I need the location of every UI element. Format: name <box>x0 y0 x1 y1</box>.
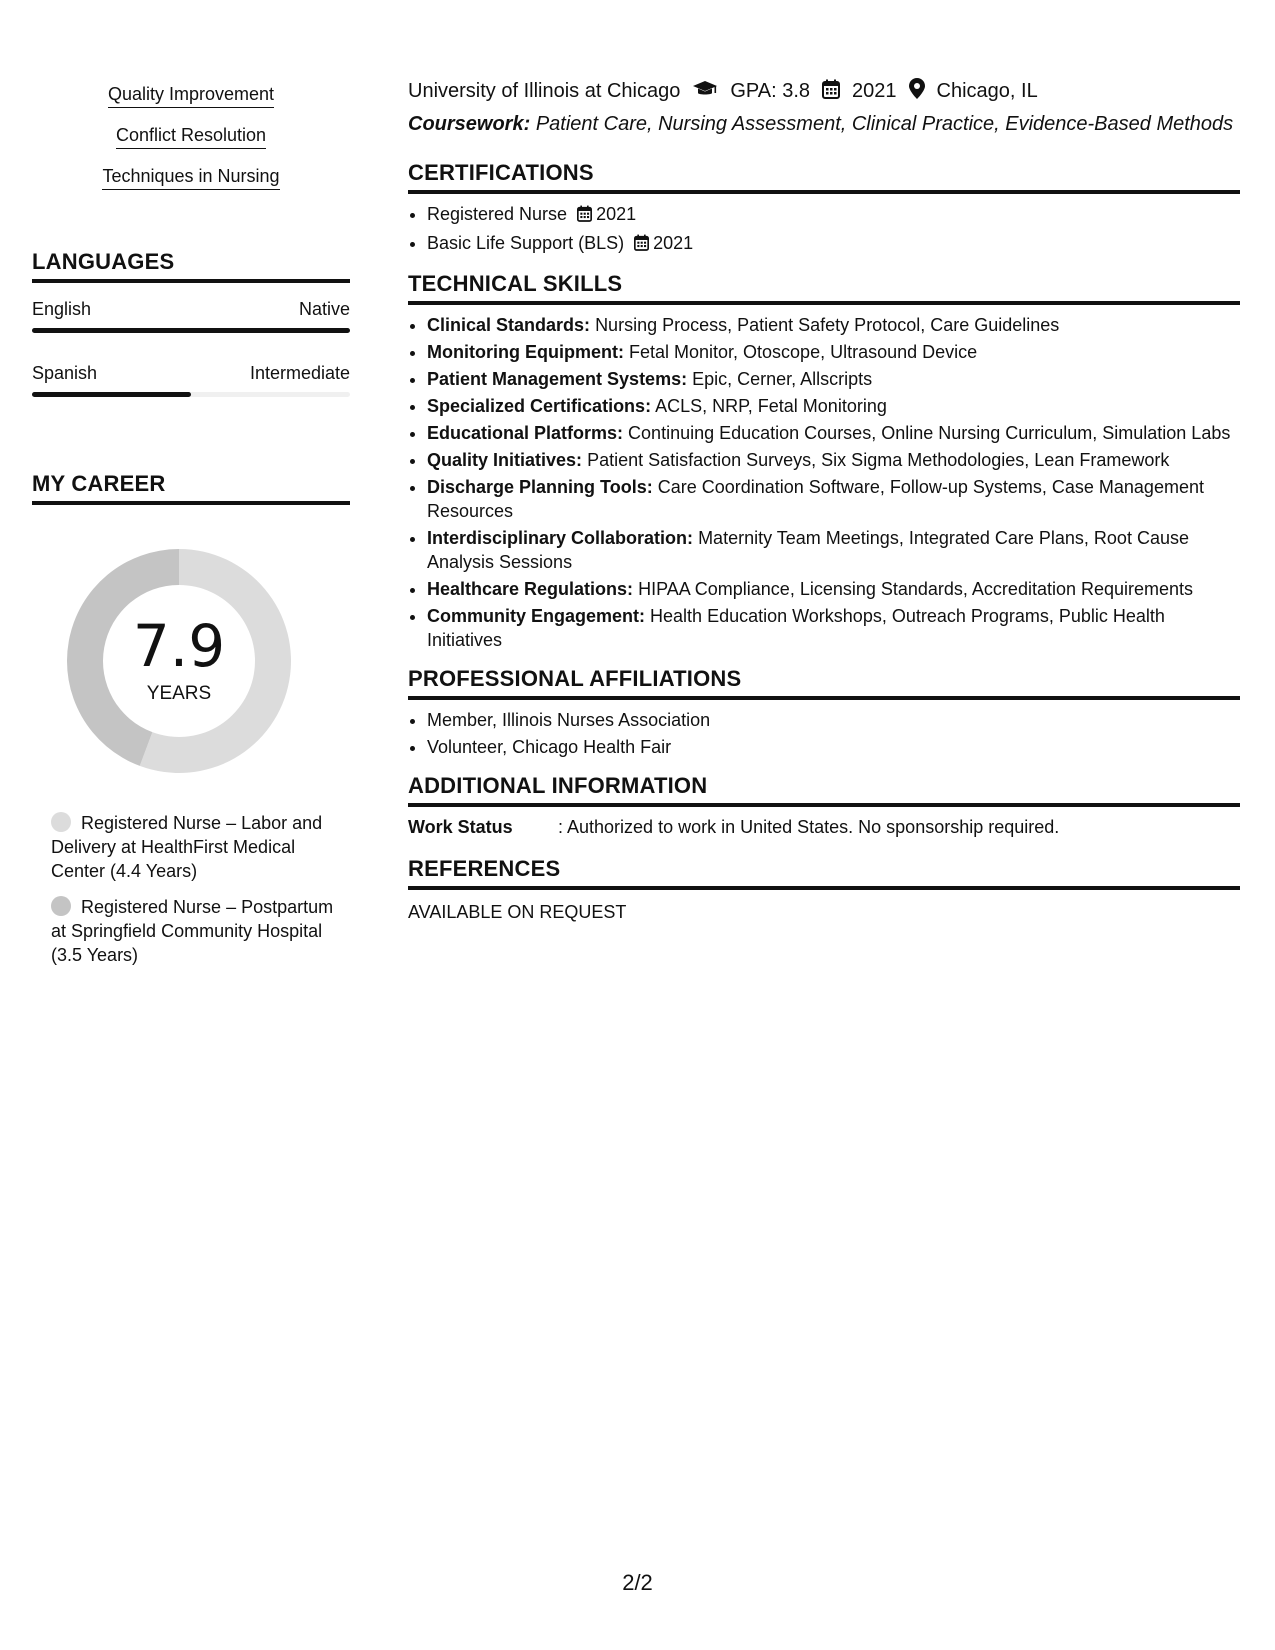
map-marker-icon <box>909 78 925 105</box>
language-bar <box>32 328 350 333</box>
language-level: Native <box>298 299 350 319</box>
legend-dot <box>51 896 71 916</box>
language-row <box>32 299 350 320</box>
skill-tag: Conflict Resolution <box>116 125 266 149</box>
skill-label: Discharge Planning Tools: <box>427 477 653 497</box>
skill-text: Patient Satisfaction Surveys, Six Sigma Methodologies, Lean Framework <box>587 450 1170 470</box>
career-section <box>32 471 350 967</box>
skill-text: ACLS, NRP, Fetal Monitoring <box>655 396 887 416</box>
skill-text: Fetal Monitor, Otoscope, Ultrasound Device <box>628 342 978 362</box>
calendar-icon <box>577 204 592 228</box>
language-name: English <box>32 299 92 319</box>
language-row <box>32 363 350 384</box>
certification-name: Basic Life Support (BLS) <box>427 233 625 253</box>
skill-item <box>427 313 1240 337</box>
certification-item <box>427 202 1240 228</box>
skill-item <box>427 367 1240 391</box>
language-level: Intermediate <box>249 363 350 383</box>
skill-item <box>427 394 1240 418</box>
skills-list <box>32 84 350 207</box>
career-heading: MY CAREER <box>32 471 350 505</box>
skill-item <box>427 340 1240 364</box>
certification-year: 2021 <box>653 233 694 253</box>
skill-label: Interdisciplinary Collaboration: <box>427 528 694 548</box>
skill-item <box>427 448 1240 472</box>
right-column <box>408 78 1240 923</box>
legend-item <box>51 811 336 883</box>
affiliations-section <box>408 666 1240 759</box>
technical-skills-list <box>408 313 1240 652</box>
work-status-label: Work Status <box>408 817 513 837</box>
skill-text: HIPAA Compliance, Licensing Standards, Accreditation Requirements <box>638 579 1194 599</box>
skill-text: Nursing Process, Patient Safety Protocol, Care Guidelines <box>595 315 1060 335</box>
skill-label: Monitoring Equipment: <box>427 342 624 362</box>
certification-name: Registered Nurse <box>427 204 568 224</box>
education-location: Chicago, IL <box>936 80 1038 102</box>
skill-item <box>427 475 1240 523</box>
graduation-year: 2021 <box>852 80 897 102</box>
skill-tag: Techniques in Nursing <box>102 166 279 190</box>
language-bar <box>32 392 350 397</box>
skill-text: Care Coordination Software, Follow-up Systems, Case Management Resources <box>427 477 1204 521</box>
certifications-heading: CERTIFICATIONS <box>408 160 1240 194</box>
career-total-unit: YEARS <box>146 683 212 704</box>
page-number: 2/2 <box>622 1570 653 1595</box>
affiliations-list <box>408 708 1240 759</box>
affiliations-heading: PROFESSIONAL AFFILIATIONS <box>408 666 1240 700</box>
skill-label: Specialized Certifications: <box>427 396 652 416</box>
calendar-icon <box>634 233 649 257</box>
legend-dot <box>51 812 71 832</box>
language-name: Spanish <box>32 363 98 383</box>
technical-skills-section <box>408 271 1240 652</box>
career-donut-chart <box>67 549 291 773</box>
skill-label: Clinical Standards: <box>427 315 591 335</box>
additional-info-section <box>408 773 1240 838</box>
skill-text: Health Education Workshops, Outreach Programs, Public Health Initiatives <box>427 606 1165 650</box>
references-heading: REFERENCES <box>408 856 1240 890</box>
affiliation-item: • Volunteer, Chicago Health Fair <box>427 735 1240 759</box>
references-text: AVAILABLE ON REQUEST <box>408 902 627 922</box>
career-legend <box>51 811 336 967</box>
education-line <box>408 78 1240 105</box>
skill-label: Patient Management Systems: <box>427 369 688 389</box>
coursework-line <box>408 113 1240 136</box>
skill-label: Community Engagement: <box>427 606 646 626</box>
school-name: University of Illinois at Chicago <box>408 80 681 102</box>
certifications-list <box>408 202 1240 257</box>
skill-label: Quality Initiatives: <box>427 450 583 470</box>
certifications-section <box>408 160 1240 257</box>
skill-tag: Quality Improvement <box>108 84 274 108</box>
languages-section <box>32 249 350 397</box>
skill-text: Epic, Cerner, Allscripts <box>692 369 873 389</box>
calendar-icon <box>822 79 840 105</box>
skill-text: Continuing Education Courses, Online Nursing Curriculum, Simulation Labs <box>628 423 1231 443</box>
language-bar-fill <box>32 328 350 333</box>
skill-item <box>427 604 1240 652</box>
legend-label: Registered Nurse – Labor and Delivery at HealthFirst Medical Center (4.4 Years) <box>51 813 323 881</box>
work-status-value: : Authorized to work in United States. No sponsorship required. <box>558 817 1060 837</box>
skill-text: Maternity Team Meetings, Integrated Care Plans, Root Cause Analysis Sessions <box>427 528 1189 572</box>
career-total-years: 7.9 <box>132 612 226 680</box>
skill-label: Educational Platforms: <box>427 423 624 443</box>
skill-item <box>427 577 1240 601</box>
legend-label: Registered Nurse – Postpartum at Springfield Community Hospital (3.5 Years) <box>51 897 334 965</box>
affiliation-item: • Member, Illinois Nurses Association <box>427 708 1240 732</box>
certification-year: 2021 <box>596 204 637 224</box>
coursework-label: Coursework: <box>408 113 531 135</box>
legend-item <box>51 895 336 967</box>
languages-heading: LANGUAGES <box>32 249 350 283</box>
coursework-text: Patient Care, Nursing Assessment, Clinical Practice, Evidence-Based Methods <box>535 113 1234 135</box>
left-column <box>32 84 350 979</box>
language-bar-fill <box>32 392 191 397</box>
additional-info-heading: ADDITIONAL INFORMATION <box>408 773 1240 807</box>
certification-item <box>427 231 1240 257</box>
work-status-row <box>408 817 1240 838</box>
skill-item <box>427 526 1240 574</box>
skill-label: Healthcare Regulations: <box>427 579 634 599</box>
gpa: GPA: 3.8 <box>730 80 811 102</box>
technical-skills-heading: TECHNICAL SKILLS <box>408 271 1240 305</box>
skill-item <box>427 421 1240 445</box>
graduation-cap-icon <box>692 80 718 104</box>
references-section <box>408 856 1240 923</box>
